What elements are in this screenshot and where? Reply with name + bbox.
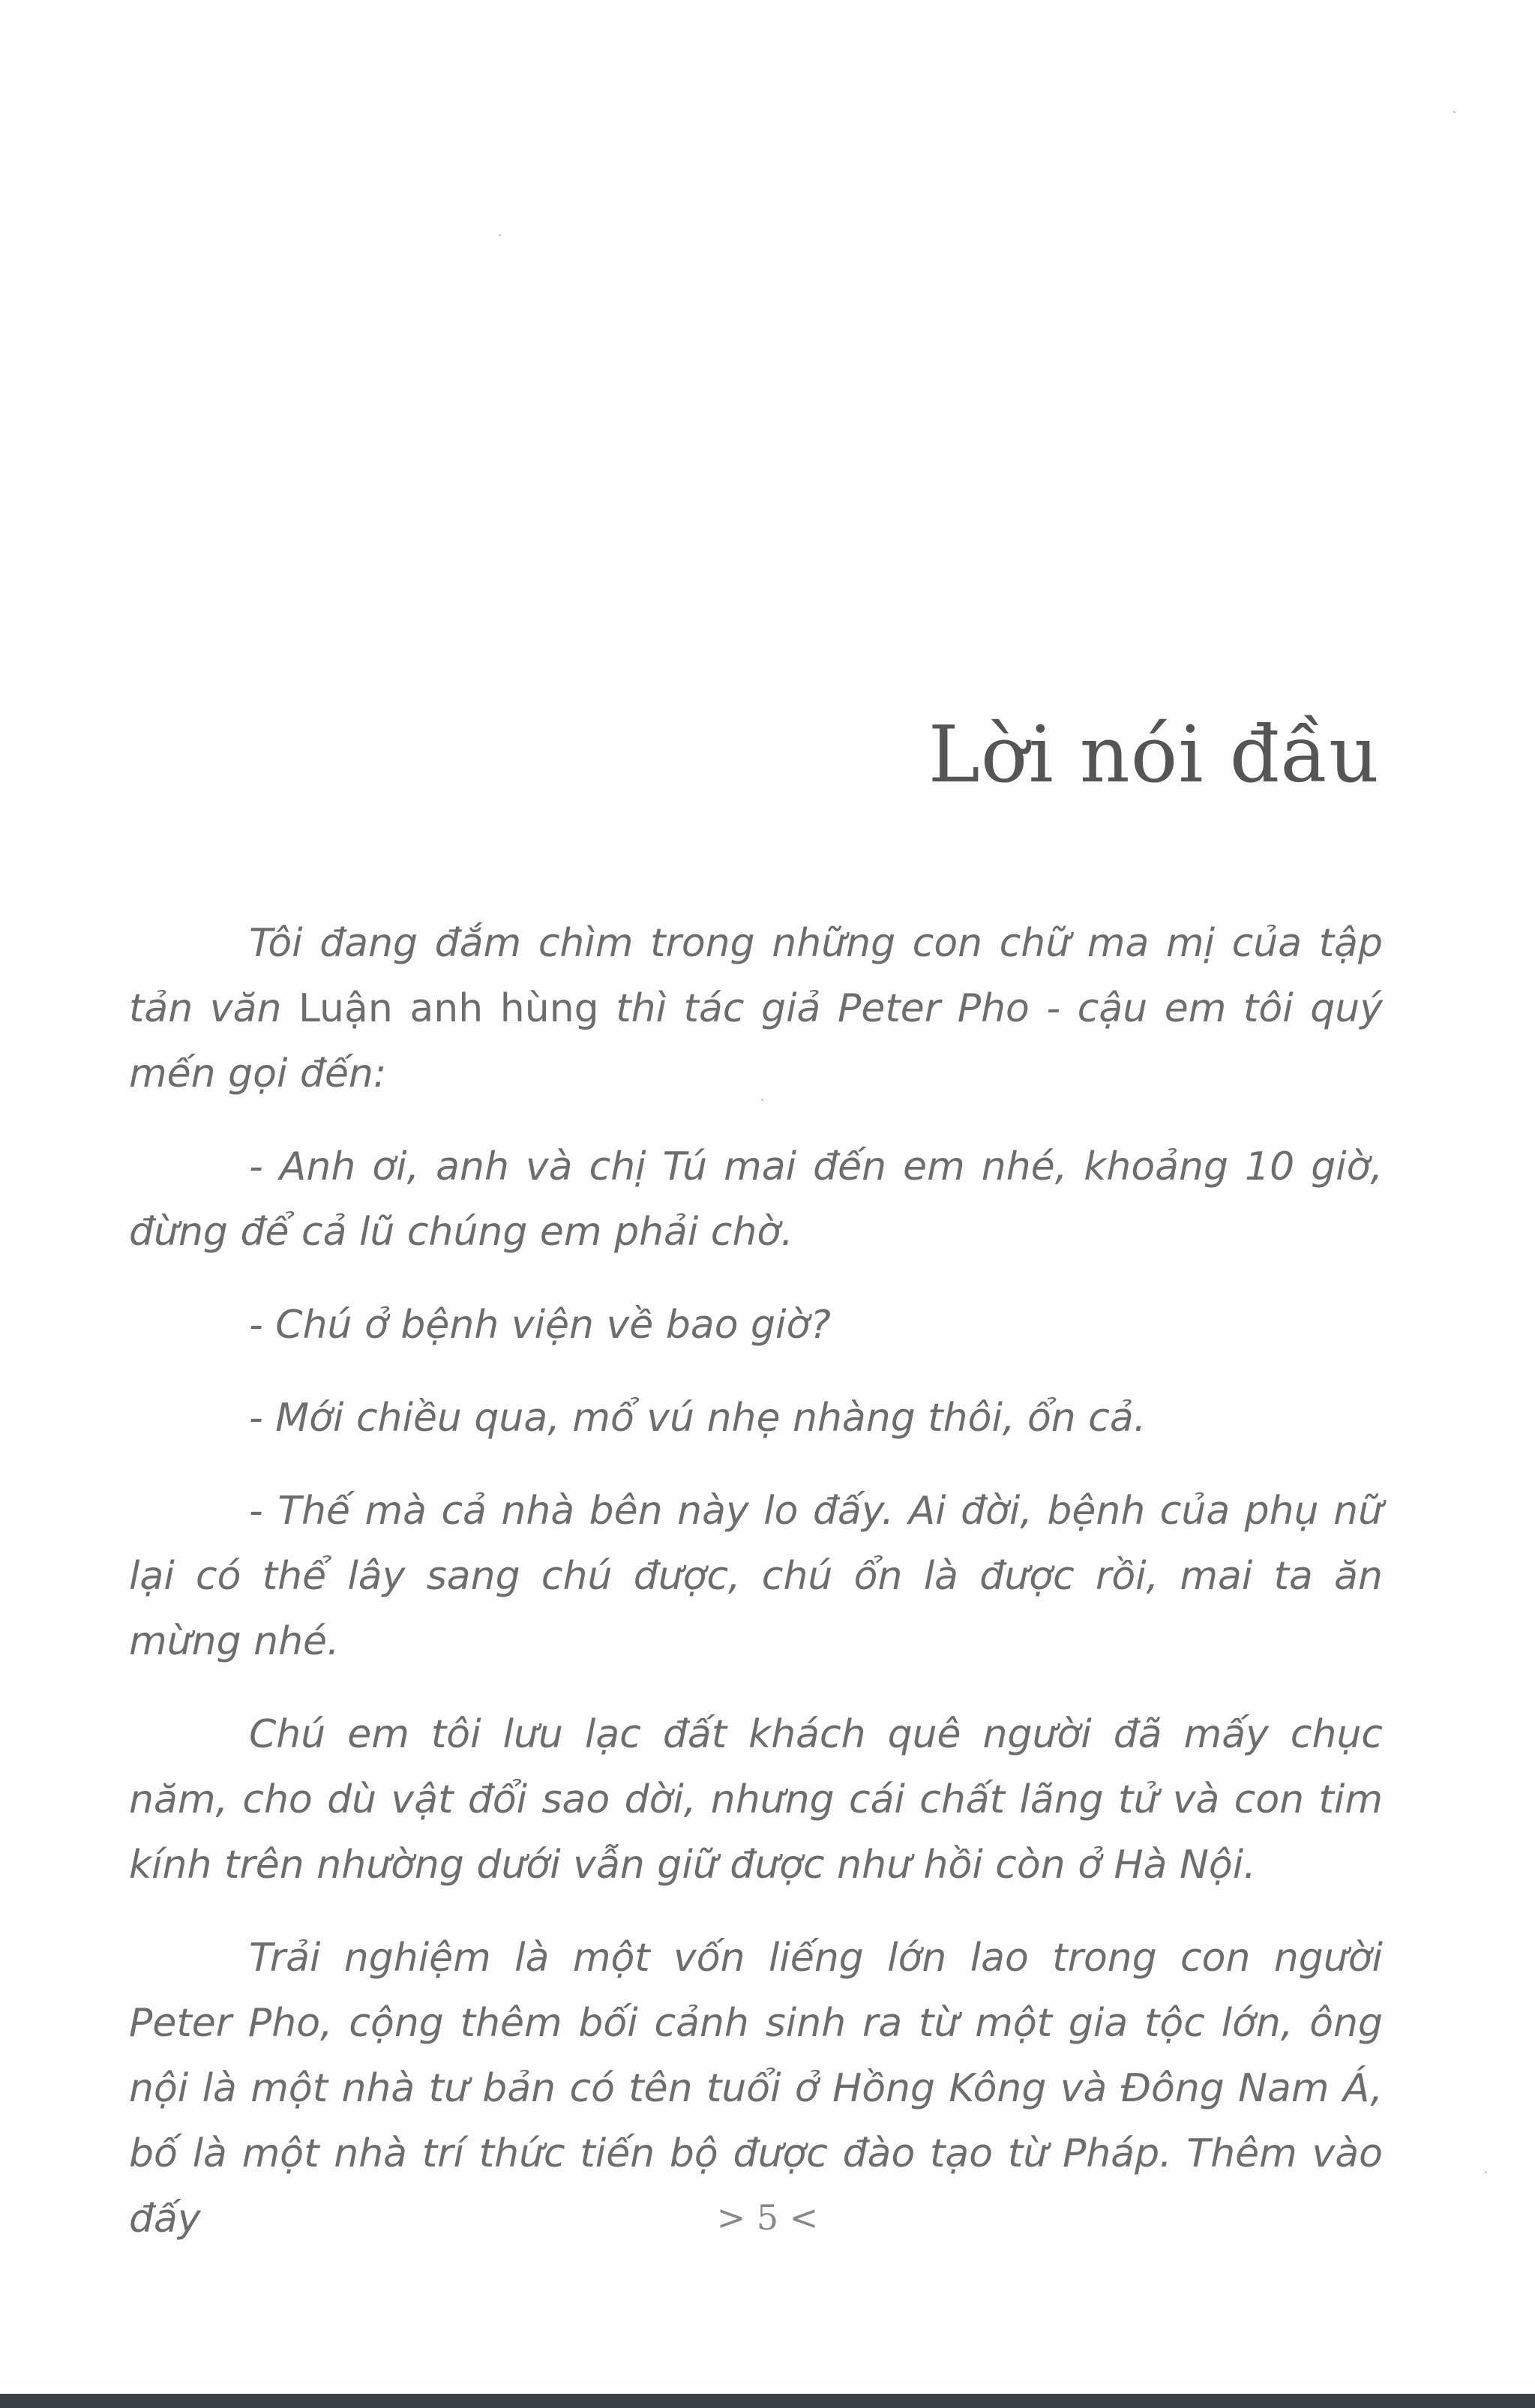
scan-speck: [499, 234, 501, 236]
paragraph: - Anh ơi, anh và chị Tú mai đến em nhé, khoảng 10 giờ, đừng để cả lũ chúng em phải chờ.: [129, 1144, 1383, 1255]
scan-speck: [761, 1099, 763, 1101]
body-text: [129, 911, 1383, 2280]
paragraph: [129, 911, 1383, 1107]
paragraph-text: Tôi đang đắm chìm trong những con chữ ma mị của tập tản văn: [129, 921, 1383, 1031]
chapter-title: Lời nói đầu: [928, 709, 1380, 800]
paragraph: Trải nghiệm là một vốn liếng lớn lao trong con người Peter Pho, cộng thêm bối cảnh sinh ra từ một gia tộc lớn, ông nội là một nhà tư bản có tên tuổi ở Hồng Kông và Đông Nam Á, bố là một nhà trí thức tiến bộ được đào tạo từ Pháp. Thêm vào đấy: [129, 1936, 1383, 2242]
paragraph: - Thế mà cả nhà bên này lo đấy. Ai đời, bệnh của phụ nữ lại có thể lây sang chú được, chú ổn là được rồi, mai ta ăn mừng nhé.: [129, 1489, 1383, 1664]
paragraph: Chú em tôi lưu lạc đất khách quê người đã mấy chục năm, cho dù vật đổi sao dời, nhưng cái chất lãng tử và con tim kính trên nhường dưới vẫn giữ được như hồi còn ở Hà Nội.: [129, 1712, 1383, 1888]
paragraph: - Mới chiều qua, mổ vú nhẹ nhàng thôi, ổn cả.: [249, 1396, 1147, 1441]
scan-edge-bar: [0, 2394, 1535, 2408]
paragraph: - Chú ở bệnh viện về bao giờ?: [249, 1303, 831, 1348]
scan-speck: [1453, 111, 1456, 113]
paragraph-text: thì tác giả Peter Pho - cậu em tôi quý mến gọi đến:: [129, 986, 1384, 1096]
page-number: > 5 <: [716, 2197, 819, 2238]
scan-speck: [1485, 2171, 1487, 2173]
book-title: Luận anh hùng: [298, 986, 599, 1031]
